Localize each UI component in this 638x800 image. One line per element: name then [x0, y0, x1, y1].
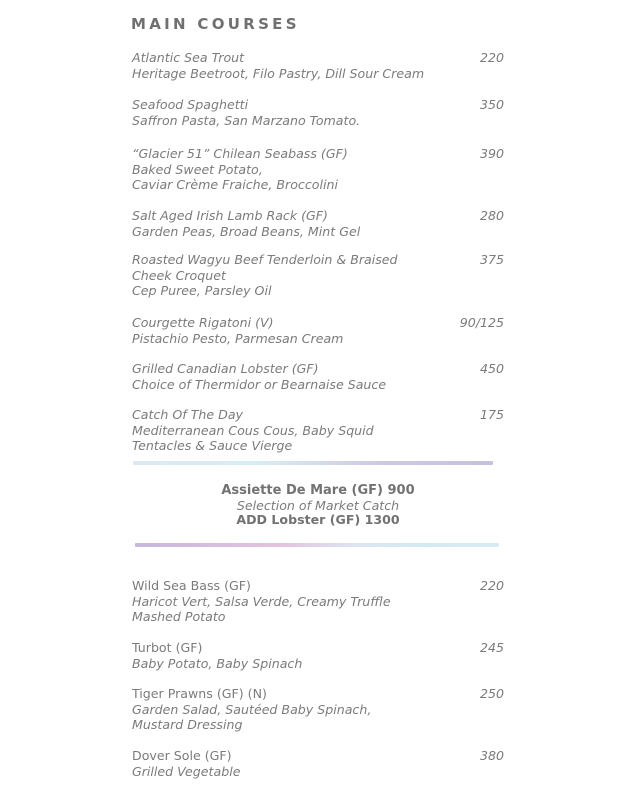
dish-description: Baked Sweet Potato,	[132, 161, 263, 177]
dish-description: Garden Peas, Broad Beans, Mint Gel	[132, 223, 361, 239]
menu-item	[132, 361, 504, 392]
menu-item	[132, 407, 504, 454]
featured-platter	[132, 483, 504, 527]
dish-description: Baby Potato, Baby Spinach	[132, 655, 303, 671]
dish-description: Mediterranean Cous Cous, Baby Squid	[132, 422, 374, 438]
gradient-divider-top	[133, 461, 493, 465]
dish-name: Seafood Spaghetti	[132, 97, 249, 112]
dish-price: 350	[479, 97, 504, 112]
dish-price: 280	[479, 208, 504, 223]
menu-item	[132, 748, 504, 779]
dish-price: 175	[479, 407, 504, 422]
dish-description: Garden Salad, Sautéed Baby Spinach,	[132, 701, 372, 717]
dish-price: 245	[479, 640, 504, 655]
dish-price: 450	[479, 361, 504, 376]
dish-price: 375	[479, 252, 504, 267]
dish-description: Heritage Beetroot, Filo Pastry, Dill Sour Cream	[132, 65, 425, 81]
menu-item	[132, 315, 504, 346]
dish-price: 220	[479, 50, 504, 65]
menu-item	[132, 578, 504, 625]
dish-description: Mashed Potato	[132, 609, 226, 625]
dish-description: Caviar Crème Fraiche, Broccolini	[132, 177, 338, 193]
platter-title: Assiette De Mare (GF) 900	[221, 483, 415, 498]
dish-price: 380	[479, 748, 504, 763]
dish-name: Courgette Rigatoni (V)	[132, 315, 274, 330]
gradient-divider-bottom	[135, 543, 499, 547]
dish-name: “Glacier 51” Chilean Seabass (GF)	[132, 146, 348, 161]
menu-item	[132, 97, 504, 128]
dish-name: Tiger Prawns (GF) (N)	[132, 686, 267, 701]
dish-name: Dover Sole (GF)	[132, 748, 232, 763]
dish-description: Cep Puree, Parsley Oil	[132, 283, 272, 299]
menu-item	[132, 50, 504, 81]
platter-description: Selection of Market Catch	[236, 497, 400, 513]
dish-description: Cheek Croquet	[132, 267, 226, 283]
menu-item	[132, 640, 504, 671]
dish-name: Catch Of The Day	[132, 407, 244, 422]
dish-name: Grilled Canadian Lobster (GF)	[132, 361, 319, 376]
menu-item	[132, 208, 504, 239]
menu-item	[132, 252, 504, 299]
menu-item	[132, 146, 504, 193]
dish-price: 90/125	[459, 315, 504, 330]
section-title: MAIN COURSES	[131, 15, 300, 33]
dish-name: Roasted Wagyu Beef Tenderloin & Braised	[132, 252, 398, 267]
dish-description: Tentacles & Sauce Vierge	[132, 438, 293, 454]
menu-item	[132, 686, 504, 733]
dish-description: Saffron Pasta, San Marzano Tomato.	[132, 112, 361, 128]
dish-name: Wild Sea Bass (GF)	[132, 578, 251, 593]
dish-description: Grilled Vegetable	[132, 763, 241, 779]
dish-name: Atlantic Sea Trout	[132, 50, 245, 65]
dish-name: Salt Aged Irish Lamb Rack (GF)	[132, 208, 328, 223]
dish-price: 250	[479, 686, 504, 701]
dish-description: Haricot Vert, Salsa Verde, Creamy Truffle	[132, 593, 391, 609]
dish-description: Mustard Dressing	[132, 717, 243, 733]
dish-price: 390	[479, 146, 504, 161]
dish-name: Turbot (GF)	[132, 640, 203, 655]
platter-addon: ADD Lobster (GF) 1300	[236, 511, 400, 527]
dish-description: Choice of Thermidor or Bearnaise Sauce	[132, 376, 387, 392]
dish-price: 220	[479, 578, 504, 593]
dish-description: Pistachio Pesto, Parmesan Cream	[132, 330, 344, 346]
